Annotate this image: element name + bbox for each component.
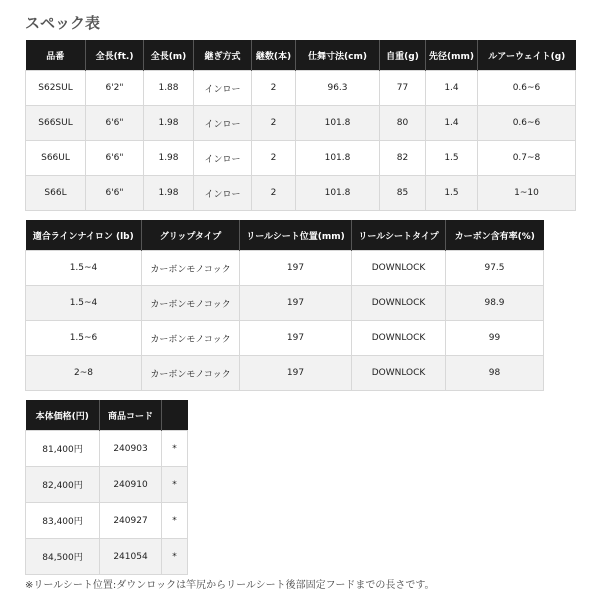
table-cell: S62SUL <box>26 71 86 106</box>
header-cell: カーボン含有率(%) <box>446 220 544 251</box>
table-row <box>26 356 544 391</box>
table-cell: 2 <box>252 176 296 211</box>
spec-table-main <box>25 40 576 211</box>
table-cell: 82 <box>380 141 426 176</box>
table-cell: 1.98 <box>144 176 194 211</box>
table-cell: * <box>162 539 188 575</box>
table-cell: DOWNLOCK <box>352 286 446 321</box>
table-row <box>26 503 188 539</box>
table-cell: DOWNLOCK <box>352 321 446 356</box>
table-cell: 2 <box>252 106 296 141</box>
table-cell: 1.5 <box>426 141 478 176</box>
header-cell <box>162 400 188 431</box>
table-cell: 1.98 <box>144 106 194 141</box>
header-cell: 本体価格(円) <box>26 400 100 431</box>
table-cell: カーボンモノコック <box>142 286 240 321</box>
table-row <box>26 106 576 141</box>
header-cell: リールシートタイプ <box>352 220 446 251</box>
table-cell: S66SUL <box>26 106 86 141</box>
header-cell: 継ぎ方式 <box>194 40 252 71</box>
table-cell: インロー <box>194 71 252 106</box>
table-cell: 6'6" <box>86 141 144 176</box>
table-header-row <box>26 40 576 71</box>
table-cell: インロー <box>194 176 252 211</box>
table-cell: 240910 <box>100 467 162 503</box>
table-cell: 197 <box>240 321 352 356</box>
header-cell: 全長(ft.) <box>86 40 144 71</box>
table-header-row <box>26 400 188 431</box>
table-cell: S66L <box>26 176 86 211</box>
table-cell: 6'2" <box>86 71 144 106</box>
table-cell: 101.8 <box>296 106 380 141</box>
table-cell: * <box>162 467 188 503</box>
table-cell: 197 <box>240 286 352 321</box>
table-cell: 197 <box>240 251 352 286</box>
header-cell: 全長(m) <box>144 40 194 71</box>
table-cell: 6'6" <box>86 106 144 141</box>
price-table <box>25 400 188 575</box>
table-cell: 2 <box>252 141 296 176</box>
table-cell: DOWNLOCK <box>352 356 446 391</box>
header-cell: 仕舞寸法(cm) <box>296 40 380 71</box>
table-cell: 1~10 <box>478 176 576 211</box>
table-cell: インロー <box>194 141 252 176</box>
header-cell: 自重(g) <box>380 40 426 71</box>
table-row <box>26 176 576 211</box>
table-cell: 77 <box>380 71 426 106</box>
table-cell: 80 <box>380 106 426 141</box>
header-cell: 継数(本) <box>252 40 296 71</box>
table-cell: インロー <box>194 106 252 141</box>
table-cell: 241054 <box>100 539 162 575</box>
table-cell: 240903 <box>100 431 162 467</box>
header-cell: 商品コード <box>100 400 162 431</box>
table-cell: カーボンモノコック <box>142 321 240 356</box>
table-header-row <box>26 220 544 251</box>
table-cell: 82,400円 <box>26 467 100 503</box>
table-row <box>26 321 544 356</box>
table-cell: カーボンモノコック <box>142 356 240 391</box>
table-cell: 240927 <box>100 503 162 539</box>
table-cell: 1.4 <box>426 106 478 141</box>
table-row <box>26 71 576 106</box>
table-cell: * <box>162 503 188 539</box>
table-cell: 98.9 <box>446 286 544 321</box>
header-cell: 先径(mm) <box>426 40 478 71</box>
table-cell: 6'6" <box>86 176 144 211</box>
spec-table-line-grip <box>25 220 544 391</box>
table-cell: 2~8 <box>26 356 142 391</box>
table-cell: 0.7~8 <box>478 141 576 176</box>
table-cell: 85 <box>380 176 426 211</box>
header-cell: 適合ラインナイロン (lb) <box>26 220 142 251</box>
header-cell: グリップタイプ <box>142 220 240 251</box>
table-cell: DOWNLOCK <box>352 251 446 286</box>
table-cell: 1.88 <box>144 71 194 106</box>
table-cell: カーボンモノコック <box>142 251 240 286</box>
header-cell: リールシート位置(mm) <box>240 220 352 251</box>
table-cell: 101.8 <box>296 141 380 176</box>
table-cell: 1.5~6 <box>26 321 142 356</box>
table-cell: 1.5 <box>426 176 478 211</box>
page-title: スペック表 <box>25 14 101 32</box>
table-cell: 0.6~6 <box>478 106 576 141</box>
table-cell: 98 <box>446 356 544 391</box>
table-cell: 1.4 <box>426 71 478 106</box>
table-cell: S66UL <box>26 141 86 176</box>
table-row <box>26 286 544 321</box>
table-cell: 197 <box>240 356 352 391</box>
table-cell: 1.5~4 <box>26 286 142 321</box>
table-row <box>26 431 188 467</box>
table-cell: 84,500円 <box>26 539 100 575</box>
table-row <box>26 539 188 575</box>
table-cell: 1.98 <box>144 141 194 176</box>
table-cell: 96.3 <box>296 71 380 106</box>
table-cell: 83,400円 <box>26 503 100 539</box>
table-cell: 101.8 <box>296 176 380 211</box>
table-row <box>26 467 188 503</box>
footnote: ※リールシート位置:ダウンロックは竿尻からリールシート後部固定フードまでの長さです。 <box>25 580 435 591</box>
header-cell: ルアーウェイト(g) <box>478 40 576 71</box>
table-cell: 99 <box>446 321 544 356</box>
table-cell: 0.6~6 <box>478 71 576 106</box>
header-cell: 品番 <box>26 40 86 71</box>
table-row <box>26 141 576 176</box>
table-cell: 81,400円 <box>26 431 100 467</box>
table-cell: 97.5 <box>446 251 544 286</box>
table-row <box>26 251 544 286</box>
table-cell: * <box>162 431 188 467</box>
table-cell: 1.5~4 <box>26 251 142 286</box>
table-cell: 2 <box>252 71 296 106</box>
